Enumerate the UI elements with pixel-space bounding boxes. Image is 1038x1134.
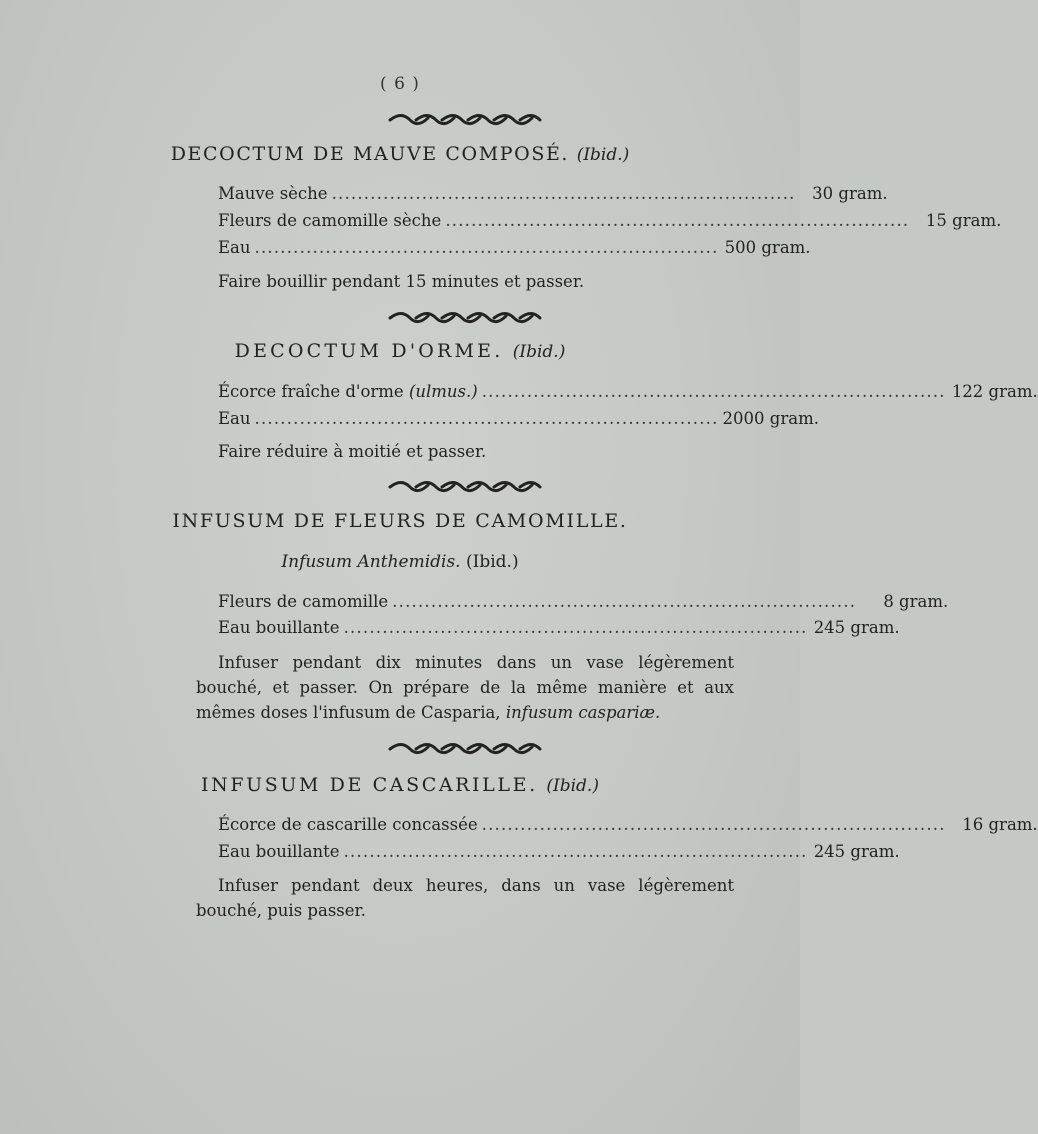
- ingredient-row: [218, 184, 888, 206]
- ingredient-row: [218, 382, 1038, 404]
- leader-dots: ........................................................................: [481, 382, 946, 401]
- ingredient-name-text: Écorce fraîche d'orme: [218, 382, 404, 401]
- ingredient-name: Écorce de cascarille concassée: [218, 815, 478, 834]
- title-text: INFUSUM DE FLEURS DE CAMOMILLE.: [172, 510, 628, 532]
- title-source: (Ibid.): [546, 776, 599, 796]
- ingredient-name: Eau bouillante: [218, 618, 340, 637]
- leader-dots: ........................................................................: [254, 409, 719, 428]
- ingredient-qty: 122 gram.: [951, 382, 1038, 401]
- ingredient-latin: (ulmus.): [408, 382, 478, 401]
- ingredient-qty: 8 gram.: [883, 592, 949, 611]
- instruction-text: mêmes doses l'infusum de Casparia,: [196, 703, 501, 722]
- leader-dots: ........................................................................: [445, 211, 910, 230]
- title-source: (Ibid.): [512, 342, 566, 362]
- leader-dots: ........................................................................: [343, 618, 808, 637]
- ingredient-name: Mauve sèche: [218, 184, 328, 203]
- wave-ornament-icon: [388, 479, 542, 493]
- ingredient-name: [218, 382, 478, 401]
- title-text: DECOCTUM D'ORME.: [234, 340, 504, 362]
- section-title-cascarille: [0, 774, 800, 796]
- section-title-mauve: [0, 143, 800, 165]
- ingredient-qty: 500 gram.: [724, 238, 811, 257]
- instruction-latin: infusum caspariæ.: [505, 703, 661, 722]
- ingredient-row: [218, 618, 900, 640]
- ingredient-qty: 16 gram.: [962, 815, 1038, 834]
- wave-ornament-icon: [388, 310, 542, 324]
- leader-dots: ........................................................................: [331, 184, 796, 203]
- leader-dots: ........................................................................: [392, 592, 857, 611]
- ingredient-row: [218, 409, 819, 431]
- leader-dots: ........................................................................: [343, 842, 808, 861]
- page-number: ( 6 ): [380, 74, 420, 94]
- title-text: INFUSUM DE CASCARILLE.: [201, 774, 538, 796]
- ingredient-row: [218, 815, 1038, 837]
- subtitle-latin: Infusum Anthemidis.: [281, 552, 461, 572]
- instruction-line: Infuser pendant deux heures, dans un vase légèrement: [218, 876, 734, 895]
- subtitle-source: (Ibid.): [466, 552, 519, 572]
- ingredient-qty: 245 gram.: [813, 618, 900, 637]
- instruction-line: [196, 701, 734, 726]
- ingredient-row: [218, 238, 811, 260]
- ingredient-row: [218, 592, 949, 614]
- instruction-text: Faire réduire à moitié et passer.: [218, 442, 487, 461]
- title-source: (Ibid.): [576, 145, 630, 165]
- ingredient-name: Eau bouillante: [218, 842, 340, 861]
- ingredient-name: Fleurs de camomille: [218, 592, 389, 611]
- ingredient-qty: 30 gram.: [812, 184, 888, 203]
- wave-ornament-icon: [388, 741, 542, 755]
- instruction-line: bouché, et passer. On prépare de la même manière et aux: [196, 678, 734, 697]
- ingredient-name: Fleurs de camomille sèche: [218, 211, 442, 230]
- ingredient-row: [218, 842, 900, 864]
- ingredient-name: Eau: [218, 409, 251, 428]
- ingredient-qty: 245 gram.: [813, 842, 900, 861]
- wave-ornament-icon: [388, 112, 542, 126]
- title-text: DECOCTUM DE MAUVE COMPOSÉ.: [170, 143, 570, 165]
- instruction-text: Faire bouillir pendant 15 minutes et passer.: [218, 272, 585, 291]
- instruction-line: Infuser pendant dix minutes dans un vase légèrement: [218, 653, 734, 672]
- ingredient-qty: 15 gram.: [925, 211, 1002, 230]
- ingredient-row: [218, 211, 1002, 233]
- ingredient-name: Eau: [218, 238, 251, 257]
- leader-dots: ........................................................................: [481, 815, 946, 834]
- instruction-line: bouché, puis passer.: [196, 901, 366, 920]
- section-subtitle: [0, 552, 800, 572]
- ingredient-qty: 2000 gram.: [722, 409, 819, 428]
- section-title-orme: [0, 340, 800, 362]
- section-title-camomille: [0, 510, 800, 532]
- leader-dots: ........................................................................: [254, 238, 719, 257]
